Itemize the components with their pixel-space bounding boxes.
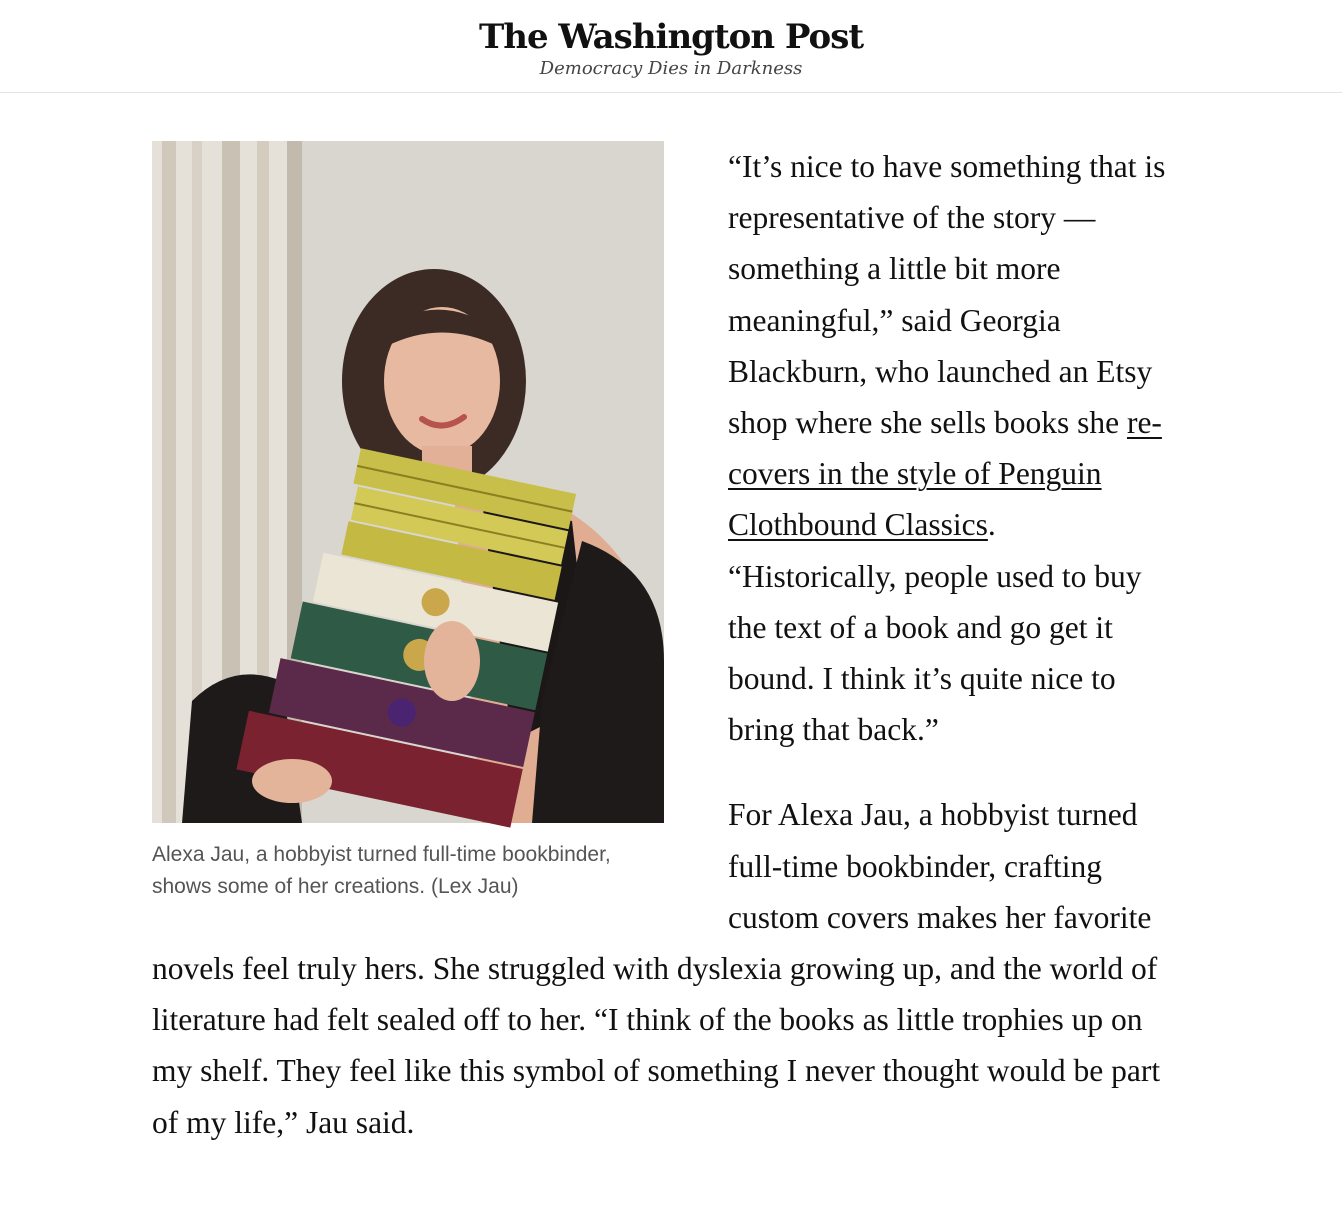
photo-illustration xyxy=(152,141,664,823)
tagline: Democracy Dies in Darkness xyxy=(539,58,803,79)
paragraph-jau: For Alexa Jau, a hobbyist turned full-time bookbinder, crafting custom covers makes her favorite novels feel truly hers. She struggled with dyslexia growing up, and the world of literature had felt sealed off to her. “I think of the books as little trophies up on my shelf. They feel like this symbol of something I never thought would be part of my life,” Jau said. xyxy=(152,797,1161,1140)
washington-post-logo[interactable] xyxy=(478,14,864,57)
paragraph-blackburn-text-1: “It’s nice to have something that is representative of the story — something a little bit more meaningful,” said Georgia Blackburn, who launched an Etsy shop where she sells books she xyxy=(728,149,1166,441)
masthead xyxy=(0,0,1342,93)
paragraph-blackburn-text-2: . “Historically, people used to buy the text of a book and go get it bound. I think it’s quite nice to bring that back.” xyxy=(728,507,1142,748)
article-figure xyxy=(152,141,664,903)
article-body xyxy=(152,141,1172,1168)
logo-text: The Washington Post xyxy=(478,17,864,57)
penguin-clothbound-link[interactable]: re-covers in the style of Penguin Clothbound Classics xyxy=(728,405,1162,543)
photo-caption: Alexa Jau, a hobbyist turned full-time bookbinder, shows some of her creations. (Lex Jau) xyxy=(152,843,611,898)
article-photo[interactable] xyxy=(152,141,664,823)
